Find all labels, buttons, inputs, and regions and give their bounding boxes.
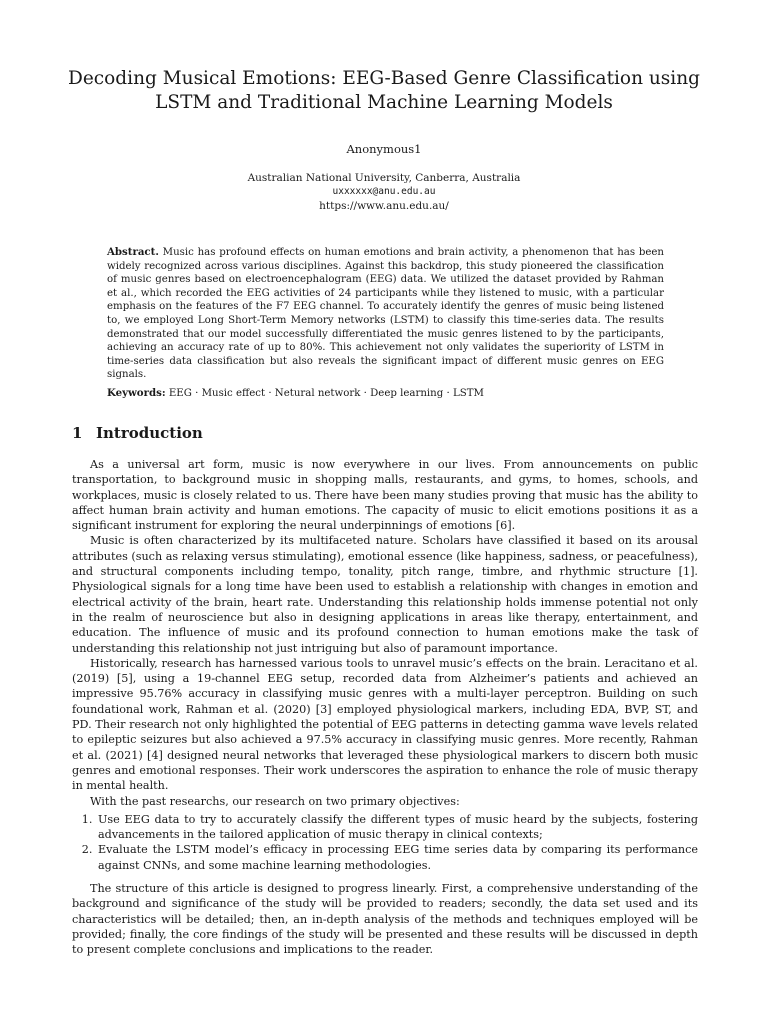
keywords-label: Keywords: xyxy=(107,387,166,399)
objectives-list xyxy=(72,812,698,873)
section-heading xyxy=(72,423,692,443)
paragraph: With the past researchs, our research on two primary objectives: xyxy=(90,794,460,808)
affiliation-block xyxy=(0,171,768,213)
section-number: 1 xyxy=(72,424,83,442)
abstract xyxy=(107,246,664,382)
paragraph: Historically, research has harnessed various tools to unravel music’s effects on the brain. Leracitano et al.(2019) [5], using a 19-channel EEG setup, recorded data from Alzheimer’s patients and achieved an impressive 95.76% accuracy in classifying music genres with a multi-layer perceptron. Building on such foundational work, Rahman et al. (2020) [3] employed physiological markers, including EDA, BVP, ST, and PD. Their research not only highlighted the potential of EEG patterns in detecting gamma wave levels related to epileptic seizures but also achieved a 97.5% accuracy in classifying music genres. More recently, Rahman et al. (2021) [4] designed neural networks that leveraged these physiological markers to discern both music genres and emotional responses. Their work underscores the aspiration to enhance the role of music therapy in mental health. xyxy=(72,656,698,793)
keywords xyxy=(107,387,664,401)
list-item: 2. Evaluate the LSTM model’s efficacy in processing EEG time series data by comparing its performance against CNNs, and some machine learning methodologies. xyxy=(96,842,698,873)
author-email: uxxxxxx@anu.edu.au xyxy=(332,186,436,197)
paragraph: As a universal art form, music is now everywhere in our lives. From announcements on public transportation, to background music in shopping malls, restaurants, and gyms, to homes, schools, and workplaces, music is closely related to us. There have been many studies proving that music has the ability to affect human brain activity and human emotions. The capacity of music to elicit emotions positions it as a significant instrument for exploring the neural underpinnings of emotions [6]. xyxy=(72,458,698,533)
paragraph: Music is often characterized by its multifaceted nature. Scholars have classified it based on its arousal attributes (such as relaxing versus stimulating), emotional essence (like happiness, sadness, or peacefulness), and structural components including tempo, tonality, pitch range, timbre, and rhythmic structure [1]. Physiological signals for a long time have been used to establish a relationship with changes in emotion and electrical activity of the brain, heart rate. Understanding this relationship holds immense potential not only in the realm of neuroscience but also in designing applications in areas like therapy, entertainment, and education. The influence of music and its profound connection to human emotions make the task of understanding this relationship not just intriguing but also of paramount importance. xyxy=(72,534,698,655)
section-body xyxy=(72,457,698,958)
affiliation: Australian National University, Canberra, Australia xyxy=(247,172,521,184)
abstract-label: Abstract. xyxy=(107,246,159,258)
keywords-text: EEG · Music effect · Netural network · Deep learning · LSTM xyxy=(168,388,484,399)
paper-title: Decoding Musical Emotions: EEG-Based Genre Classification using LSTM and Traditional Machine Learning Models xyxy=(68,68,700,113)
institution-url: https://www.anu.edu.au/ xyxy=(319,200,449,212)
author-name: Anonymous1 xyxy=(346,142,422,156)
abstract-text: Music has profound effects on human emotions and brain activity, a phenomenon that has been widely recognized across various disciplines. Against this backdrop, this study pioneered the classification of music genres based on electroencephalogram (EEG) data. We utilized the dataset provided by Rahman et al., which recorded the EEG activities of 24 participants while they listened to music, with a particular emphasis on the features of the F7 EEG channel. To accurately identify the genres of music being listened to, we employed Long Short-Term Memory networks (LSTM) to classify this time-series data. The results demonstrated that our model successfully differentiated the music genres listened to by the participants, achieving an accuracy rate of up to 80%. This achievement not only validates the superiority of LSTM in time-series data classification but also reveals the significant impact of different music genres on EEG signals. xyxy=(107,247,664,381)
paragraph: The structure of this article is designed to progress linearly. First, a comprehensive understanding of the background and significance of the study will be provided to readers; secondly, the data set used and its characteristics will be detailed; then, an in-depth analysis of the methods and techniques employed will be provided; finally, the core findings of the study will be presented and these results will be discussed in depth to present complete conclusions and implications to the reader. xyxy=(72,882,698,957)
section-title: Introduction xyxy=(96,424,203,442)
list-item: 1. Use EEG data to try to accurately classify the different types of music heard by the subjects, fostering advancements in the tailored application of music therapy in clinical contexts; xyxy=(96,812,698,843)
